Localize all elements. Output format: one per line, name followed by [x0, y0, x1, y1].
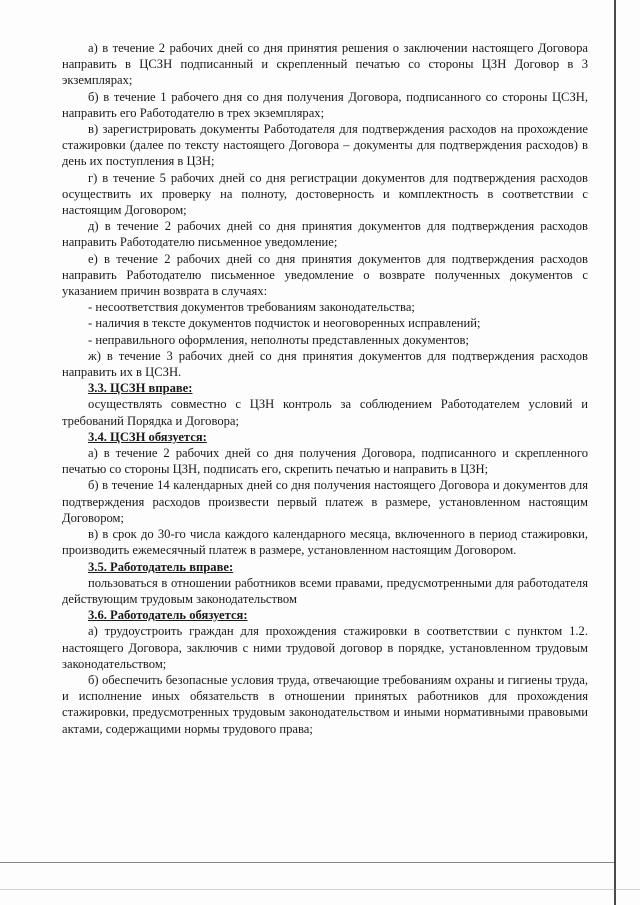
- section-heading-3-5: 3.5. Работодатель вправе:: [88, 559, 234, 574]
- paragraph-3-2-g: г) в течение 5 рабочих дней со дня регистрации документов для подтверждения расходов осуществить их проверку на полноту, достоверность и комплектность в соответствии с настоящим Договором;: [62, 170, 588, 218]
- paragraph-3-4-v: в) в срок до 30-го числа каждого календарного месяца, включенного в период стажировки, производить ежемесячный платеж в размере, установленном настоящим Договором.: [62, 527, 588, 558]
- paragraph-3-6-a: а) трудоустроить граждан для прохождения стажировки в соответствии с пунктом 1.2. настоящего Договора, заключив с ними трудовой договор в порядке, установленном трудовым законодательством;: [62, 624, 588, 671]
- paragraph-3-4-a: а) в течение 2 рабочих дней со дня получения Договора, подписанного и скрепленного печатью со стороны ЦЗН, подписать его, скрепить печатью и направить в ЦЗН;: [62, 446, 588, 477]
- section-heading-3-4: 3.4. ЦСЗН обязуется:: [88, 429, 207, 444]
- list-item-bullet-2: - наличия в тексте документов подчисток и неоговоренных исправлений;: [88, 316, 481, 331]
- scan-edge-bottom: [0, 862, 616, 863]
- list-item-bullet-1: - несоответствия документов требованиям законодательства;: [88, 300, 415, 315]
- paragraph-3-4-b: б) в течение 14 календарных дней со дня получения настоящего Договора и документов для подтверждения расходов произвести первый платеж в размере, установленном настоящим Договором;: [62, 478, 588, 525]
- paragraph-3-3: осуществлять совместно с ЦЗН контроль за соблюдением Работодателем условий и требований Порядка и Договора;: [62, 397, 588, 428]
- document-text: [62, 40, 588, 737]
- scan-edge-right: [614, 0, 616, 905]
- paragraph-3-2-v: в) зарегистрировать документы Работодателя для подтверждения расходов на прохождение стажировки (далее по тексту настоящего Договора – документы для подтверждения расходов) в день их поступления в ЦЗН;: [62, 122, 588, 169]
- paragraph-3-2-e: е) в течение 2 рабочих дней со дня принятия документов для подтверждения расходов направить Работодателю письменное уведомление о возврате полученных документов с указанием причин возврата в случаях:: [62, 251, 588, 299]
- section-heading-3-3: 3.3. ЦСЗН вправе:: [88, 381, 193, 396]
- section-heading-3-6: 3.6. Работодатель обязуется:: [88, 608, 248, 623]
- paragraph-3-6-b: б) обеспечить безопасные условия труда, отвечающие требованиям охраны и гигиены труда, и исполнение иных обязательств в отношении принятых работников для прохождения стажировки, предусмотренных трудовым законодательством и иными нормативными правовыми актами, содержащими нормы трудового права;: [62, 672, 588, 736]
- paragraph-3-2-zh: ж) в течение 3 рабочих дней со дня принятия документов для подтверждения расходов направить их в ЦСЗН.: [62, 348, 588, 380]
- paragraph-3-5: пользоваться в отношении работников всеми правами, предусмотренными для работодателя действующим трудовым законодательством: [62, 575, 588, 606]
- paragraph-3-2-d: д) в течение 2 рабочих дней со дня принятия документов для подтверждения расходов направить Работодателю письменное уведомление;: [62, 219, 588, 250]
- paragraph-3-2-a: а) в течение 2 рабочих дней со дня принятия решения о заключении настоящего Договора направить в ЦСЗН подписанный и скрепленный печатью со стороны ЦЗН Договор в 3 экземплярах;: [62, 41, 588, 88]
- paragraph-3-2-b: б) в течение 1 рабочего дня со дня получения Договора, подписанного со стороны ЦСЗН, направить его Работодателю в трех экземплярах;: [62, 89, 588, 120]
- scan-edge-bottom-faint: [0, 889, 640, 890]
- list-item-bullet-3: - неправильного оформления, неполноты представленных документов;: [88, 332, 469, 347]
